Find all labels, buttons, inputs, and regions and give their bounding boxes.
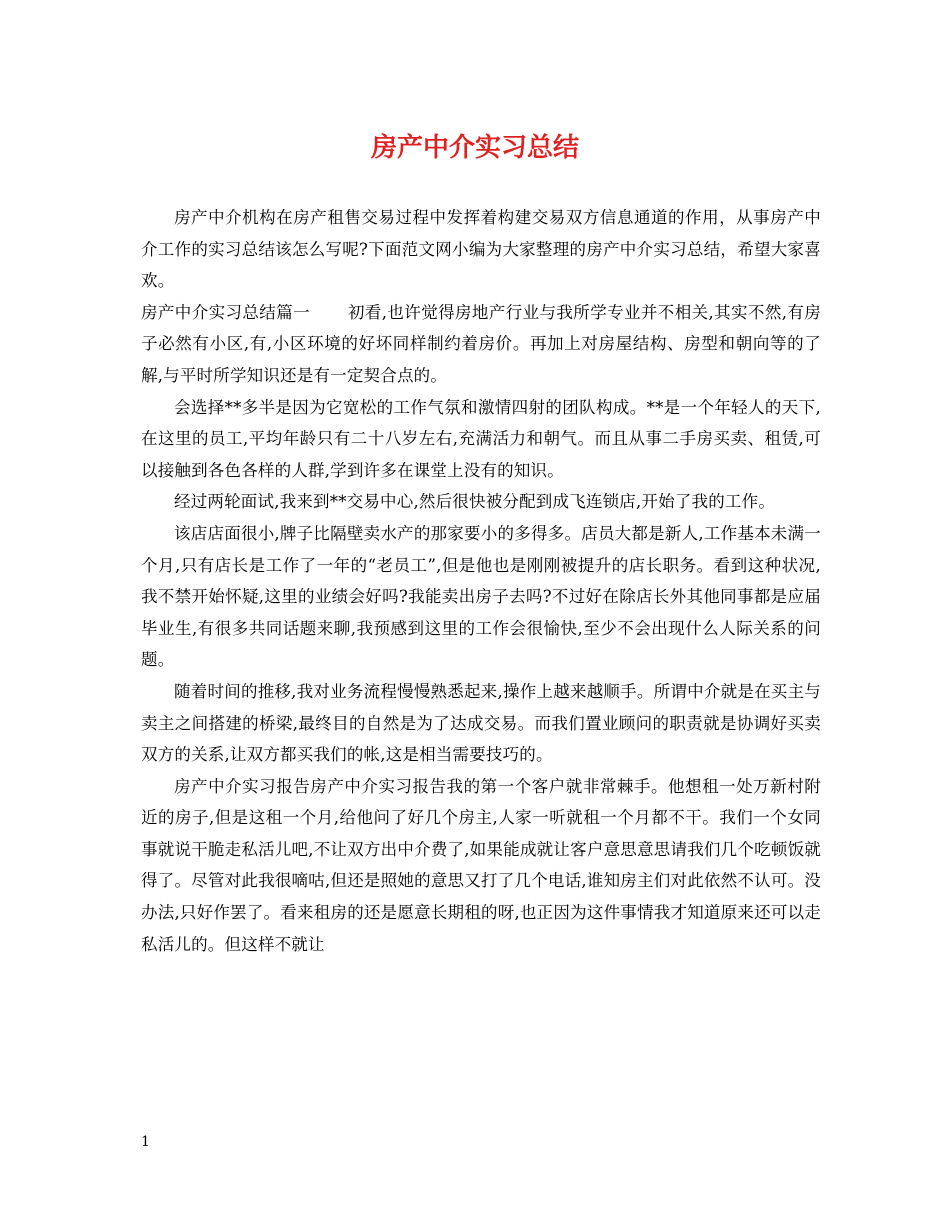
section-paragraph — [141, 297, 821, 392]
body-paragraph-6: 房产中介实习报告房产中介实习报告我的第一个客户就非常棘手。他想租一处万新村附近的房子,但是这租一个月,给他问了好几个房主,人家一听就租一个月都不干。我们一个女同事就说干脆走私活儿吧,不让双方出中介费了,如果能成就让客户意思意思请我们几个吃顿饭就得了。尽管对此我很嘀咕,但还是照她的意思又打了几个电话,谁知房主们对此依然不认可。没办法,只好作罢了。看来租房的还是愿意长期租的呀,也正因为这件事情我才知道原来还可以走私活儿的。但这样不就让 — [141, 776, 821, 954]
document-title: 房产中介实习总结 — [370, 133, 579, 163]
page-number: 1 — [141, 1134, 150, 1150]
section-heading: 房产中介实习总结篇一 — [141, 302, 311, 322]
body-paragraph-2: 会选择**多半是因为它宽松的工作气氛和激情四射的团队构成。**是一个年轻人的天下,在这里的员工,平均年龄只有二十八岁左右,充满活力和朝气。而且从事二手房买卖、租赁,可以接触到各色各样的人群,学到许多在课堂上没有的知识。 — [141, 397, 821, 480]
intro-paragraph: 房产中介机构在房产租售交易过程中发挥着构建交易双方信息通道的作用，从事房产中介工作的实习总结该怎么写呢?下面范文网小编为大家整理的房产中介实习总结，希望大家喜欢。 — [141, 208, 821, 291]
section-text: 初看,也许觉得房地产行业与我所学专业并不相关,其实不然,有房子必然有小区,有,小区环境的好坏同样制约着房价。再加上对房屋结构、房型和朝向等的了解,与平时所学知识还是有一定契合点的。 — [141, 302, 821, 385]
body-paragraph-5: 随着时间的推移,我对业务流程慢慢熟悉起来,操作上越来越顺手。所谓中介就是在买主与卖主之间搭建的桥梁,最终目的自然是为了达成交易。而我们置业顾问的职责就是协调好买卖双方的关系,让双方都买我们的帐,这是相当需要技巧的。 — [141, 681, 821, 765]
document-body — [141, 202, 821, 960]
body-paragraph-3: 经过两轮面试,我来到**交易中心,然后很快被分配到成飞连锁店,开始了我的工作。 — [174, 492, 776, 512]
body-paragraph-4: 该店店面很小,牌子比隔壁卖水产的那家要小的多得多。店员大都是新人,工作基本未满一个月,只有店长是工作了一年的“老员工”,但是他也是刚刚被提升的店长职务。看到这种状况,我不禁开始怀疑,这里的业绩会好吗?我能卖出房子去吗?不过好在除店长外其他同事都是应届毕业生,有很多共同话题来聊,我预感到这里的工作会很愉快,至少不会出现什么人际关系的问题。 — [141, 523, 821, 670]
